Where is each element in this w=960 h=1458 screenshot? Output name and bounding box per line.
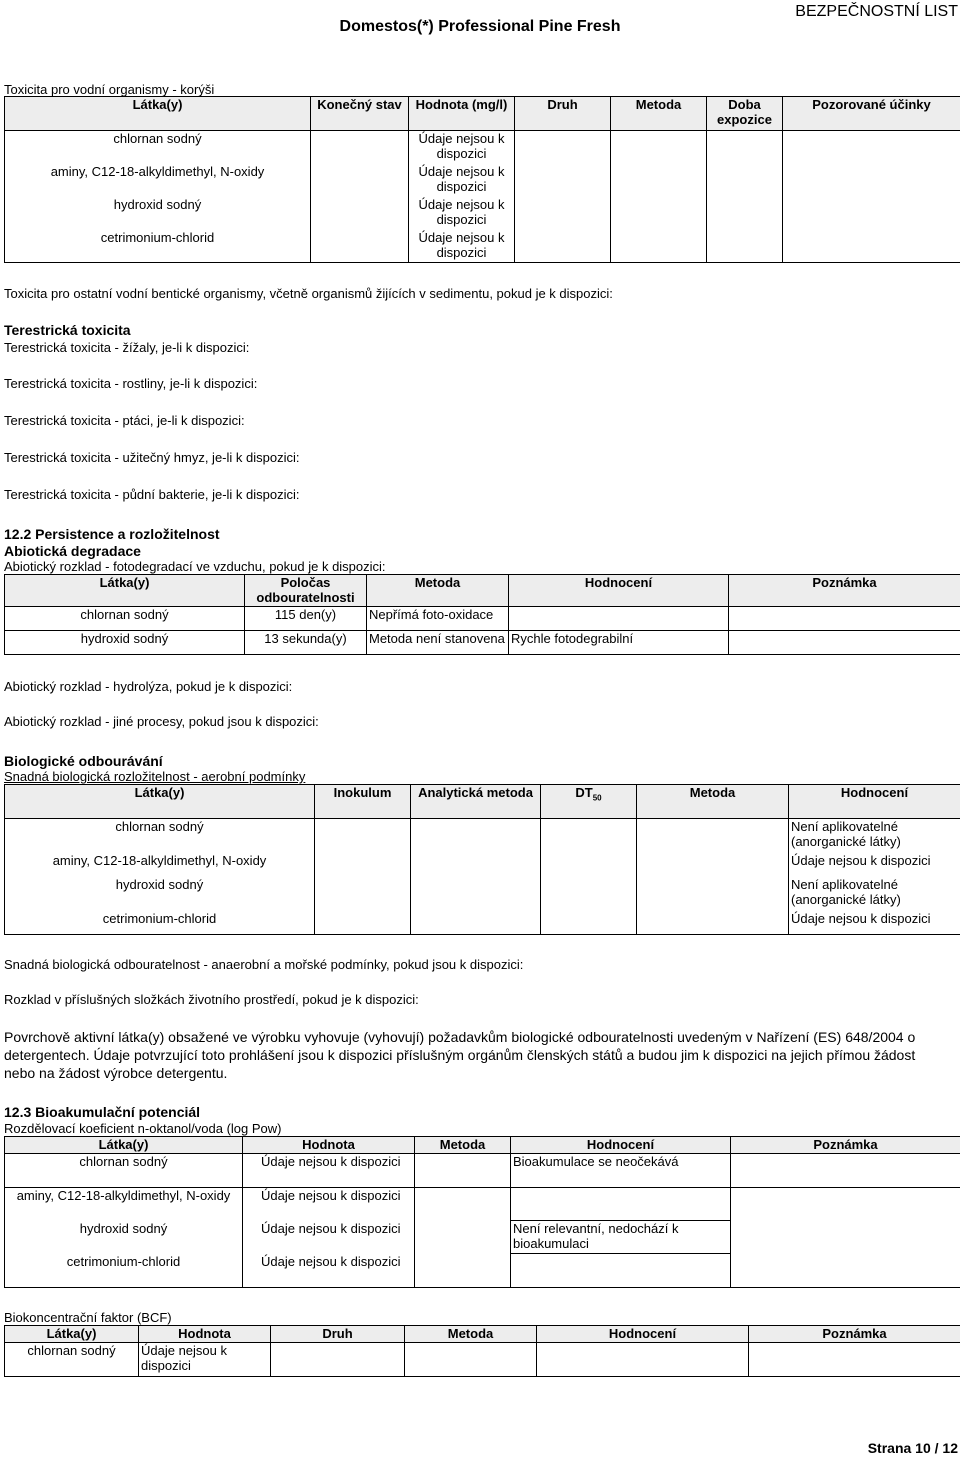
- terrestrial-line-plants: Terestrická toxicita - rostliny, je-li k dispozici:: [4, 376, 258, 391]
- col-header-method: Metoda: [415, 1137, 511, 1154]
- col-header-note: Poznámka: [731, 1137, 960, 1154]
- product-title: Domestos(*) Professional Pine Fresh: [339, 18, 621, 35]
- substance-cell: chlornan sodný: [5, 819, 315, 853]
- col-header-substance: Látka(y): [5, 1137, 243, 1154]
- biodegradation-heading: Biologické odbourávání: [4, 753, 163, 769]
- col-header-substance: Látka(y): [5, 97, 311, 131]
- col-header-dt50: [541, 785, 637, 819]
- table-row: [5, 1188, 960, 1221]
- photodegradation-table: [4, 574, 960, 655]
- col-header-method: Metoda: [405, 1326, 537, 1343]
- col-header-rating: Hodnocení: [537, 1326, 749, 1343]
- terrestrial-line-birds: Terestrická toxicita - ptáci, je-li k dispozici:: [4, 413, 245, 428]
- terrestrial-line-insects: Terestrická toxicita - užitečný hmyz, je-li k dispozici:: [4, 450, 300, 465]
- substance-cell: aminy, C12-18-alkyldimethyl, N-oxidy: [5, 1188, 243, 1221]
- page-number: Strana 10 / 12: [867, 1440, 958, 1456]
- rating-cell: Není aplikovatelné (anorganické látky): [789, 819, 960, 853]
- abiotic-heading: Abiotická degradace: [4, 543, 141, 559]
- col-header-substance: Látka(y): [5, 785, 315, 819]
- rating-cell: Rychle fotodegrabilní: [509, 631, 729, 655]
- table-row: [5, 164, 960, 197]
- table-row: [5, 631, 960, 655]
- col-header-effects: Pozorované účinky: [783, 97, 960, 131]
- table-row: [5, 1343, 960, 1377]
- col-header-exposure: Doba expozice: [707, 97, 783, 131]
- col-header-value: Hodnota: [243, 1137, 415, 1154]
- benthic-line: Toxicita pro ostatní vodní bentické organismy, včetně organismů žijících v sedimentu, pokud je k dispozici:: [4, 286, 613, 301]
- rating-cell: Není aplikovatelné (anorganické látky): [789, 877, 960, 911]
- table-row: [5, 877, 960, 911]
- value-cell: Údaje nejsou k dispozici: [243, 1188, 415, 1221]
- method-cell: Nepřímá foto-oxidace: [367, 607, 509, 631]
- substance-cell: hydroxid sodný: [5, 631, 245, 655]
- aerobic-table: [4, 784, 960, 935]
- rating-cell: Není relevantní, nedochází k bioakumulaci: [511, 1221, 731, 1254]
- value-cell: Údaje nejsou k dispozici: [243, 1254, 415, 1288]
- substance-cell: cetrimonium-chlorid: [5, 911, 315, 935]
- note-cell: [729, 631, 960, 655]
- table-row: [5, 1221, 960, 1254]
- col-header-note: Poznámka: [749, 1326, 960, 1343]
- note-cell: [729, 607, 960, 631]
- other-processes-line: Abiotický rozklad - jiné procesy, pokud jsou k dispozici:: [4, 714, 319, 729]
- rating-cell: Údaje nejsou k dispozici: [789, 911, 960, 935]
- substance-cell: hydroxid sodný: [5, 197, 311, 230]
- dt-label: DT: [575, 785, 593, 800]
- table-row: [5, 230, 960, 263]
- terrestrial-line-earthworms: Terestrická toxicita - žížaly, je-li k dispozici:: [4, 340, 250, 355]
- photodegradation-title: Abiotický rozklad - fotodegradací ve vzduchu, pokud je k dispozici:: [4, 559, 386, 574]
- table-row: [5, 853, 960, 877]
- aerobic-title: Snadná biologická rozložitelnost - aerobní podmínky: [4, 769, 306, 784]
- col-header-species: Druh: [271, 1326, 405, 1343]
- kow-table: [4, 1136, 960, 1288]
- aquatic-crustacea-title: Toxicita pro vodní organismy - korýši: [4, 82, 215, 97]
- substance-cell: cetrimonium-chlorid: [5, 230, 311, 263]
- rating-cell: Údaje nejsou k dispozici: [789, 853, 960, 877]
- col-header-substance: Látka(y): [5, 1326, 139, 1343]
- substance-cell: hydroxid sodný: [5, 877, 315, 911]
- halflife-cell: 115 den(y): [245, 607, 367, 631]
- rating-cell: [509, 607, 729, 631]
- col-header-value: Hodnota: [139, 1326, 271, 1343]
- table-row: [5, 819, 960, 853]
- rating-cell: [511, 1254, 731, 1288]
- col-header-final-state: Konečný stav: [311, 97, 409, 131]
- col-header-method: Metoda: [611, 97, 707, 131]
- bcf-title: Biokoncentrační faktor (BCF): [4, 1310, 172, 1325]
- substance-cell: chlornan sodný: [5, 1154, 243, 1188]
- col-header-value: Hodnota (mg/l): [409, 97, 515, 131]
- aquatic-crustacea-table: [4, 96, 960, 263]
- table-row: [5, 197, 960, 230]
- col-header-analytical-method: Analytická metoda: [411, 785, 541, 819]
- substance-cell: aminy, C12-18-alkyldimethyl, N-oxidy: [5, 853, 315, 877]
- persistence-heading: 12.2 Persistence a rozložitelnost: [4, 526, 220, 542]
- table-row: [5, 1254, 960, 1288]
- surfactant-paragraph: Povrchově aktivní látka(y) obsažené ve výrobku vyhovuje (vyhovují) požadavkům biologické odbouratelnosti uvedeným v Nařízení (ES) 648/2004 o detergentech. Údaje potvrzující toto prohlášení jsou k dispozici příslušným orgánům členských států a budou jim k dispozici na jejich přímou žádost nebo na žádost výrobce detergentu.: [4, 1029, 916, 1081]
- substance-cell: aminy, C12-18-alkyldimethyl, N-oxidy: [5, 164, 311, 197]
- substance-cell: hydroxid sodný: [5, 1221, 243, 1254]
- col-header-note: Poznámka: [729, 575, 960, 607]
- substance-cell: chlornan sodný: [5, 607, 245, 631]
- document-type: BEZPEČNOSTNÍ LIST: [795, 3, 958, 20]
- col-header-rating: Hodnocení: [509, 575, 729, 607]
- terrestrial-line-bacteria: Terestrická toxicita - půdní bakterie, je-li k dispozici:: [4, 487, 300, 502]
- table-row: [5, 131, 960, 164]
- dt-subscript: 50: [592, 793, 602, 803]
- substance-cell: cetrimonium-chlorid: [5, 1254, 243, 1288]
- compartments-line: Rozklad v příslušných složkách životního prostředí, pokud je k dispozici:: [4, 992, 419, 1007]
- value-cell: Údaje nejsou k dispozici: [409, 164, 515, 197]
- bioaccumulation-heading: 12.3 Bioakumulační potenciál: [4, 1104, 201, 1120]
- col-header-rating: Hodnocení: [789, 785, 960, 819]
- halflife-cell: 13 sekunda(y): [245, 631, 367, 655]
- table-row: [5, 911, 960, 935]
- value-cell: Údaje nejsou k dispozici: [243, 1154, 415, 1188]
- col-header-species: Druh: [515, 97, 611, 131]
- col-header-rating: Hodnocení: [511, 1137, 731, 1154]
- rating-cell: [511, 1188, 731, 1221]
- anaerobic-line: Snadná biologická odbouratelnost - anaerobní a mořské podmínky, pokud jsou k dispozici:: [4, 957, 524, 972]
- col-header-halflife: Poločas odbouratelnosti: [245, 575, 367, 607]
- col-header-inoculum: Inokulum: [315, 785, 411, 819]
- col-header-method: Metoda: [637, 785, 789, 819]
- value-cell: Údaje nejsou k dispozici: [139, 1343, 271, 1377]
- method-cell: Metoda není stanovena: [367, 631, 509, 655]
- hydrolysis-line: Abiotický rozklad - hydrolýza, pokud je k dispozici:: [4, 679, 293, 694]
- rating-cell: Bioakumulace se neočekává: [511, 1154, 731, 1188]
- substance-cell: chlornan sodný: [5, 1343, 139, 1377]
- value-cell: Údaje nejsou k dispozici: [409, 131, 515, 164]
- value-cell: Údaje nejsou k dispozici: [243, 1221, 415, 1254]
- substance-cell: chlornan sodný: [5, 131, 311, 164]
- kow-title: Rozdělovací koeficient n-oktanol/voda (log Pow): [4, 1121, 282, 1136]
- value-cell: Údaje nejsou k dispozici: [409, 230, 515, 263]
- col-header-method: Metoda: [367, 575, 509, 607]
- value-cell: Údaje nejsou k dispozici: [409, 197, 515, 230]
- col-header-substance: Látka(y): [5, 575, 245, 607]
- table-row: [5, 607, 960, 631]
- bcf-table: [4, 1325, 960, 1377]
- terrestrial-heading: Terestrická toxicita: [4, 322, 131, 338]
- table-row: [5, 1154, 960, 1188]
